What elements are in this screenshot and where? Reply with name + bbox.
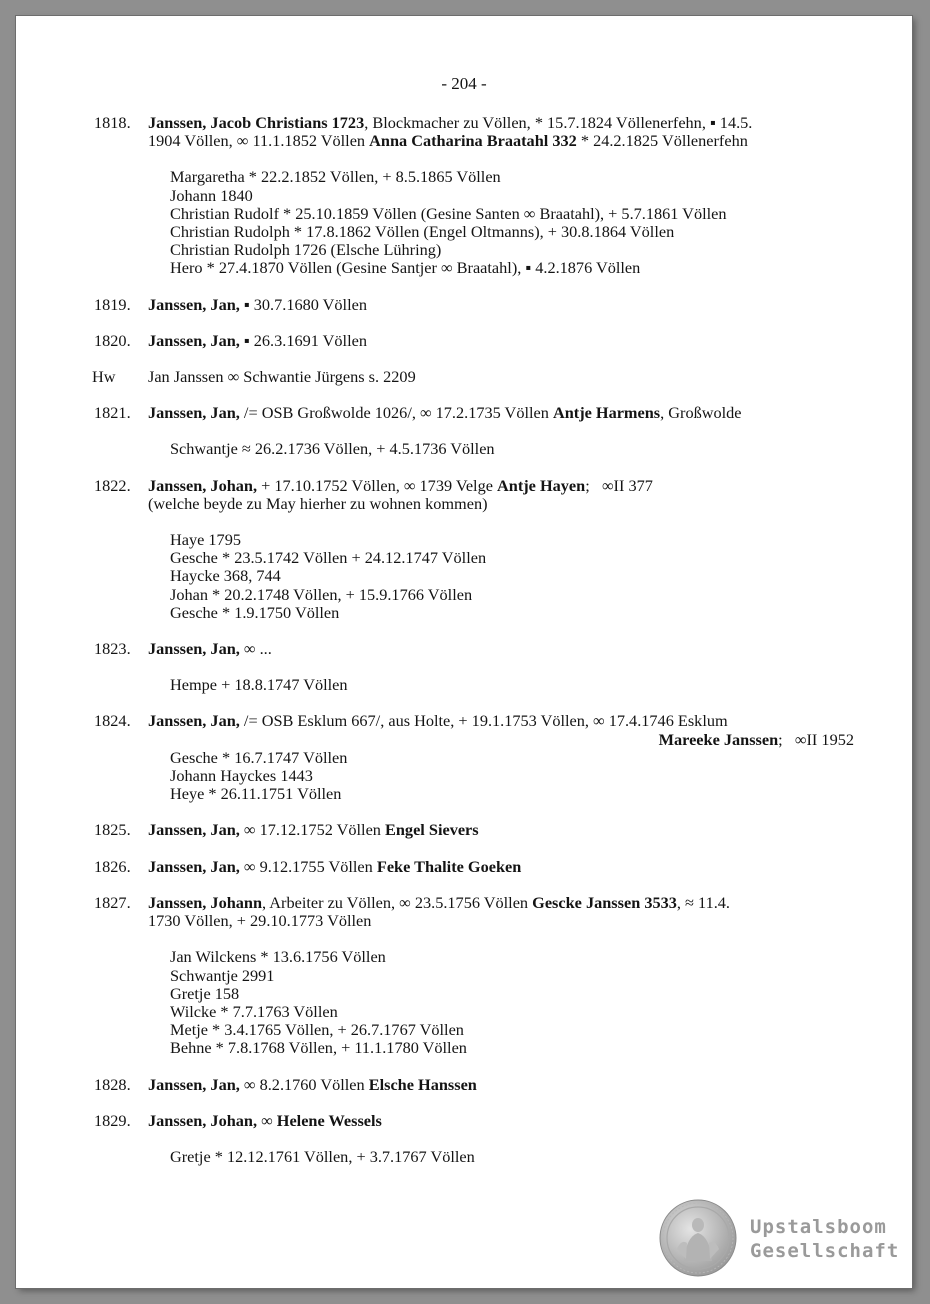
entry-name: Janssen, Jan, bbox=[148, 711, 240, 731]
entry-tail: , Großwolde bbox=[660, 403, 742, 423]
entry-number: 1823. bbox=[94, 639, 131, 659]
children-list bbox=[148, 948, 872, 1057]
entry-tail: , ≈ 11.4. bbox=[676, 892, 730, 912]
children-list bbox=[148, 168, 872, 277]
entry-text: ▪ 26.3.1691 Völlen bbox=[239, 330, 367, 350]
child-item: Gretje 158 bbox=[170, 983, 240, 1003]
entries-list bbox=[16, 114, 912, 1184]
entry-hw bbox=[16, 368, 912, 386]
child-item: Christian Rudolph * 17.8.1862 Völlen (Engel Oltmanns), + 30.8.1864 Völlen bbox=[170, 222, 675, 242]
entry-1826 bbox=[16, 858, 912, 876]
entry-text: ∞ 17.12.1752 Völlen bbox=[239, 820, 386, 840]
entry-number: 1828. bbox=[94, 1074, 131, 1094]
entry-line2-text: 1904 Völlen, ∞ 11.1.1852 Völlen bbox=[148, 131, 370, 151]
entry-1819 bbox=[16, 296, 912, 314]
entry-number: 1825. bbox=[94, 820, 131, 840]
entry-text: , Blockmacher zu Völlen, * 15.7.1824 Völlenerfehn, ▪ 14.5. bbox=[364, 113, 753, 132]
children-list bbox=[148, 440, 872, 458]
entry-name: Janssen, Johann bbox=[148, 892, 263, 912]
entry-name: Janssen, Jacob Christians 1723 bbox=[148, 113, 365, 132]
entry-spouse: Helene Wessels bbox=[276, 1110, 382, 1130]
entry-name: Janssen, Jan, bbox=[148, 820, 240, 840]
entry-text: /= OSB Esklum 667/, aus Holte, + 19.1.1753 Völlen, ∞ 17.4.1746 Esklum bbox=[239, 711, 728, 731]
entry-line2-tail: * 24.2.1825 Völlenerfehn bbox=[576, 131, 748, 151]
entry-1820 bbox=[16, 332, 912, 350]
entry-1824 bbox=[16, 712, 912, 803]
entry-1822 bbox=[16, 477, 912, 622]
child-item: Hero * 27.4.1870 Völlen (Gesine Santjer ∞ Braatahl), ▪ 4.2.1876 Völlen bbox=[170, 258, 641, 278]
entry-name: Janssen, Jan, bbox=[148, 1074, 240, 1094]
entry-name: Janssen, Jan, bbox=[148, 639, 240, 659]
child-item: Hempe + 18.8.1747 Völlen bbox=[170, 675, 348, 695]
entry-name: Janssen, Johan, bbox=[148, 1110, 258, 1130]
entry-1818 bbox=[16, 114, 912, 278]
entry-1827 bbox=[16, 894, 912, 1058]
entry-spouse: Anna Catharina Braatahl 332 bbox=[369, 131, 577, 151]
entry-text: , Arbeiter zu Völlen, ∞ 23.5.1756 Völlen bbox=[262, 892, 533, 912]
entry-number: 1829. bbox=[94, 1110, 131, 1130]
entry-number: Hw bbox=[92, 367, 116, 387]
entry-spouse: Feke Thalite Goeken bbox=[376, 856, 522, 876]
entry-spouse: Gescke Janssen 3533 bbox=[532, 892, 677, 912]
children-list bbox=[148, 676, 872, 694]
entry-1821 bbox=[16, 404, 912, 458]
entry-number: 1824. bbox=[94, 711, 131, 731]
entry-name: Janssen, Jan, bbox=[148, 294, 240, 314]
entry-spouse: Antje Hayen bbox=[497, 475, 586, 495]
upstalsboom-seal-icon bbox=[659, 1199, 737, 1277]
entry-number: 1819. bbox=[94, 294, 131, 314]
entry-tail: ; ∞II 377 bbox=[585, 475, 653, 495]
entry-1829 bbox=[16, 1112, 912, 1166]
entry-text: ∞ ... bbox=[239, 639, 272, 659]
child-item: Gesche * 1.9.1750 Völlen bbox=[170, 602, 340, 622]
child-item: Johann Hayckes 1443 bbox=[170, 766, 313, 786]
entry-number: 1820. bbox=[94, 330, 131, 350]
entry-spouse: Mareeke Janssen bbox=[658, 729, 779, 749]
entry-spouse: Elsche Hanssen bbox=[368, 1074, 477, 1094]
child-item: Haycke 368, 744 bbox=[170, 566, 281, 586]
child-item: Schwantje ≈ 26.2.1736 Völlen, + 4.5.1736 Völlen bbox=[170, 439, 495, 459]
document-page bbox=[16, 16, 912, 1288]
entry-head bbox=[148, 114, 872, 132]
entry-text: /= OSB Großwolde 1026/, ∞ 17.2.1735 Völlen bbox=[239, 403, 553, 423]
entry-number: 1826. bbox=[94, 856, 131, 876]
child-item: Johan * 20.2.1748 Völlen, + 15.9.1766 Völlen bbox=[170, 584, 473, 604]
child-item: Christian Rudolf * 25.10.1859 Völlen (Gesine Santen ∞ Braatahl), + 5.7.1861 Völlen bbox=[170, 203, 727, 223]
child-item: Schwantje 2991 bbox=[170, 965, 275, 985]
entry-line2: 1730 Völlen, + 29.10.1773 Völlen bbox=[148, 911, 372, 931]
children-list bbox=[148, 1148, 872, 1166]
child-item: Metje * 3.4.1765 Völlen, + 26.7.1767 Völlen bbox=[170, 1020, 464, 1040]
entry-text: ▪ 30.7.1680 Völlen bbox=[239, 294, 367, 314]
brand-line1: Upstalsboom bbox=[750, 1216, 887, 1238]
entry-name: Janssen, Jan, bbox=[148, 330, 240, 350]
entry-number: 1821. bbox=[94, 403, 131, 423]
children-list bbox=[148, 531, 872, 622]
entry-text: + 17.10.1752 Völlen, ∞ 1739 Velge bbox=[257, 475, 498, 495]
child-item: Gesche * 23.5.1742 Völlen + 24.12.1747 Völlen bbox=[170, 548, 487, 568]
entry-line2 bbox=[148, 132, 872, 150]
entry-text: Jan Janssen ∞ Schwantie Jürgens s. 2209 bbox=[148, 367, 416, 387]
child-item: Jan Wilckens * 13.6.1756 Völlen bbox=[170, 947, 386, 967]
entry-text: ∞ bbox=[257, 1110, 277, 1130]
entry-spouse-line bbox=[148, 731, 872, 749]
child-item: Wilcke * 7.7.1763 Völlen bbox=[170, 1001, 338, 1021]
entry-line2: (welche beyde zu May hierher zu wohnen kommen) bbox=[148, 493, 488, 513]
entry-name: Janssen, Johan, bbox=[148, 475, 258, 495]
child-item: Margaretha * 22.2.1852 Völlen, + 8.5.1865 Völlen bbox=[170, 167, 501, 187]
entry-tail: ; ∞II 1952 bbox=[778, 729, 854, 749]
upstalsboom-brand bbox=[750, 1215, 899, 1263]
entry-name: Janssen, Jan, bbox=[148, 403, 240, 423]
children-list bbox=[148, 749, 872, 804]
entry-text: ∞ 9.12.1755 Völlen bbox=[239, 856, 377, 876]
entry-1825 bbox=[16, 821, 912, 839]
child-item: Gretje * 12.12.1761 Völlen, + 3.7.1767 Völlen bbox=[170, 1146, 475, 1166]
entry-text: ∞ 8.2.1760 Völlen bbox=[239, 1074, 369, 1094]
entry-number: 1818. bbox=[94, 113, 131, 132]
entry-spouse: Antje Harmens bbox=[552, 403, 661, 423]
child-item: Gesche * 16.7.1747 Völlen bbox=[170, 747, 348, 767]
entry-1823 bbox=[16, 640, 912, 694]
child-item: Heye * 26.11.1751 Völlen bbox=[170, 784, 342, 804]
entry-number: 1827. bbox=[94, 892, 131, 912]
child-item: Haye 1795 bbox=[170, 530, 241, 550]
entry-1828 bbox=[16, 1076, 912, 1094]
entry-number: 1822. bbox=[94, 475, 131, 495]
page-number: - 204 - bbox=[441, 74, 487, 93]
child-item: Christian Rudolph 1726 (Elsche Lühring) bbox=[170, 240, 442, 260]
brand-line2: Gesellschaft bbox=[750, 1240, 900, 1262]
child-item: Behne * 7.8.1768 Völlen, + 11.1.1780 Völlen bbox=[170, 1038, 467, 1058]
child-item: Johann 1840 bbox=[170, 185, 253, 205]
entry-name: Janssen, Jan, bbox=[148, 856, 240, 876]
entry-spouse: Engel Sievers bbox=[385, 820, 479, 840]
